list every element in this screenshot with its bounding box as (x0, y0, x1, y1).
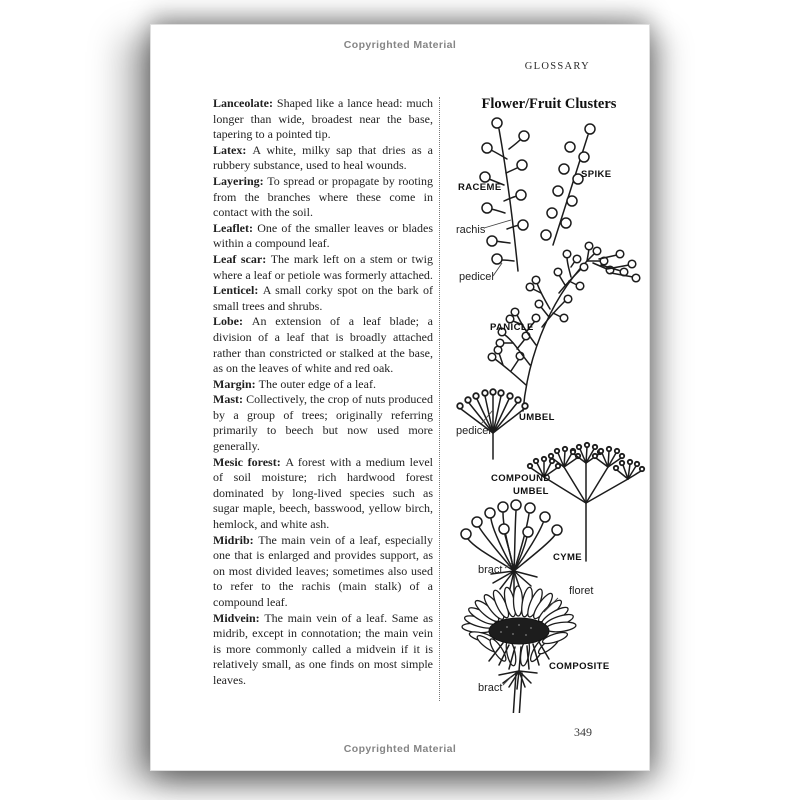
glossary-definition: The outer edge of a leaf. (258, 376, 376, 391)
compound-umbel-illustration (528, 443, 644, 561)
column-divider (439, 97, 440, 701)
glossary-entry (213, 283, 433, 314)
label-compound-umbel-line1: COMPOUND (491, 473, 551, 484)
label-pedicel-raceme: pedicel (459, 271, 494, 283)
label-bract-composite: bract (478, 682, 503, 694)
label-umbel: UMBEL (519, 412, 555, 423)
raceme-illustration (480, 118, 529, 271)
label-cyme: CYME (553, 552, 583, 563)
glossary-entry (213, 455, 433, 533)
glossary-definition: To spread or propagate by rooting from the branches where these come in contact with the soil. (213, 173, 434, 220)
glossary-definition: The main vein of a leaf, especially one that is enlarged and provides support, as on most divided leaves; sometimes also used to refer to the rachis (main stalk) of a compound leaf. (213, 532, 433, 609)
glossary-term: Latex : (213, 143, 252, 157)
copyright-watermark-top: Copyrighted Material (343, 39, 457, 51)
label-rachis: rachis (456, 224, 486, 236)
glossary-entry (213, 174, 433, 221)
glossary-term: Leaflet : (213, 221, 257, 235)
glossary-term: Midrib : (213, 533, 258, 547)
glossary-column (213, 96, 433, 689)
label-panicle: PANICLE (490, 322, 534, 333)
glossary-entry (213, 314, 433, 376)
glossary-entry (213, 533, 433, 611)
copyright-watermark-bottom: Copyrighted Material (343, 743, 457, 755)
label-raceme: RACEME (458, 182, 502, 193)
glossary-entry (213, 96, 433, 143)
glossary-term: Midvein : (213, 611, 264, 625)
glossary-definition: The main vein of a leaf. Same as midrib, except in connotation; the main vein is more commonly called a midvein if it is relatively small, as one finds on most simple leaves. (213, 610, 433, 687)
glossary-term: Mesic forest : (213, 455, 285, 469)
glossary-definition: An extension of a leaf blade; a division of a leaf that is broadly attached rather than constricted or stalked at the base, as on the leaves of white and red oak. (213, 314, 433, 376)
label-spike: SPIKE (581, 169, 612, 180)
glossary-entry (213, 252, 433, 283)
glossary-entry (213, 377, 433, 393)
glossary-term: Lanceolate : (213, 96, 277, 110)
glossary-term: Lobe : (213, 314, 252, 328)
glossary-entry (213, 143, 433, 174)
glossary-definition: Collectively, the crop of nuts produced by a group of trees; originally referring primarily to beech but now used more generally. (213, 392, 433, 454)
glossary-entry (213, 392, 433, 454)
glossary-term: Layering : (213, 174, 267, 188)
glossary-term: Mast : (213, 392, 246, 406)
glossary-definition: A forest with a medium level of soil moisture; rich hardwood forest dominated by long-lived species such as sugar maple, beech, basswood, yellow birch, hemlock, and white ash. (213, 454, 433, 532)
label-pedicel-umbel: pedicel (456, 425, 491, 437)
glossary-definition: The mark left on a stem or twig where a leaf or petiole was formerly attached. (213, 251, 434, 282)
page (150, 24, 650, 771)
label-compound-umbel-line2: UMBEL (513, 486, 549, 497)
glossary-definition: A white, milky sap that dries as a rubbery substance, used to heal wounds. (213, 142, 433, 173)
label-floret: floret (569, 585, 594, 597)
page-number: 349 (574, 725, 592, 739)
figure-title: Flower/Fruit Clusters (481, 96, 617, 112)
glossary-term: Lenticel : (213, 283, 263, 297)
label-composite: COMPOSITE (549, 661, 610, 672)
glossary-entry (213, 221, 433, 252)
glossary-term: Leaf scar : (213, 252, 271, 266)
glossary-definition: A small corky spot on the bark of small trees and shrubs. (213, 283, 433, 313)
glossary-definition: One of the smaller leaves or blades within a compound leaf. (213, 220, 433, 251)
running-head-glossary: GLOSSARY (524, 61, 590, 72)
glossary-definition: Shaped like a lance head: much longer than wide, broadest near the base, tapering to a pointed tip. (213, 96, 434, 142)
glossary-entry (213, 611, 433, 689)
label-bract-cyme: bract (478, 564, 503, 576)
spike-illustration (541, 124, 595, 245)
glossary-term: Margin : (213, 377, 259, 391)
